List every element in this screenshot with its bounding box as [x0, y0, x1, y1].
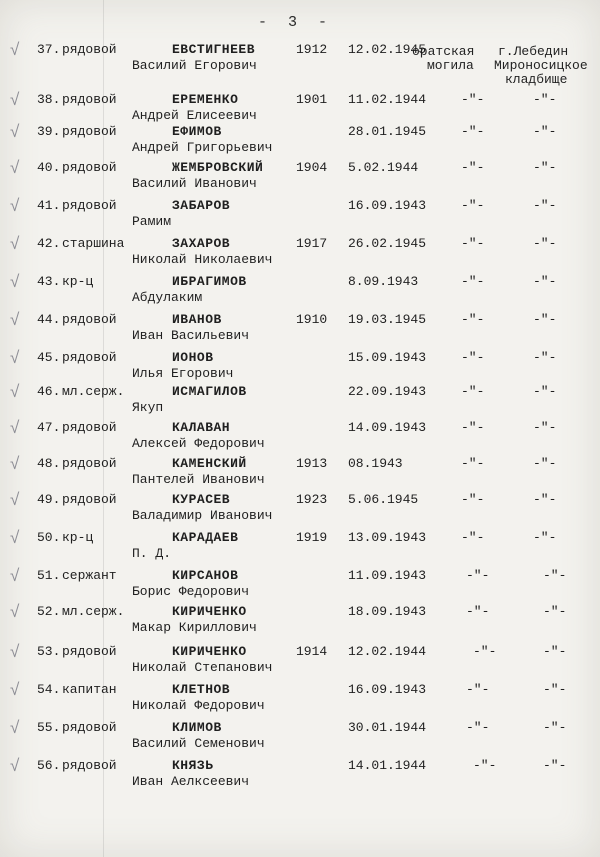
record-place: -"-	[533, 420, 557, 435]
table-row	[0, 604, 600, 642]
record-burial: -"-	[461, 274, 485, 289]
record-rank: рядовой	[62, 350, 117, 365]
record-rank: старшина	[62, 236, 125, 251]
check-mark-icon: √	[10, 528, 20, 548]
record-burial: -"-	[461, 312, 485, 327]
record-rank: рядовой	[62, 492, 117, 507]
record-rank: рядовой	[62, 160, 117, 175]
record-rank: кр-ц	[62, 530, 94, 545]
record-death-date: 16.09.1943	[348, 682, 427, 697]
check-mark-icon: √	[10, 490, 20, 510]
record-place: -"-	[543, 644, 567, 659]
check-mark-icon: √	[10, 40, 20, 60]
record-rank: капитан	[62, 682, 117, 697]
record-rank: рядовой	[62, 720, 117, 735]
record-surname: ЕФИМОВ	[172, 124, 222, 139]
header-burial-line2: могила	[427, 58, 474, 73]
record-burial: -"-	[466, 682, 490, 697]
record-surname: ЕРЕМЕНКО	[172, 92, 239, 107]
record-burial: -"-	[466, 720, 490, 735]
record-death-date: 19.03.1945	[348, 312, 427, 327]
record-death-date: 28.01.1945	[348, 124, 427, 139]
record-given-name: Рамим	[132, 214, 172, 229]
record-rank: рядовой	[62, 644, 117, 659]
record-place: -"-	[533, 274, 557, 289]
record-given-name: Иван Васильевич	[132, 328, 250, 343]
record-death-date: 13.09.1943	[348, 530, 427, 545]
check-mark-icon: √	[10, 756, 20, 776]
table-row	[0, 274, 600, 312]
record-place: -"-	[533, 92, 557, 107]
record-death-date: 08.1943	[348, 456, 403, 471]
record-rank: рядовой	[62, 198, 117, 213]
table-row	[0, 420, 600, 458]
record-given-name: Алексей Федорович	[132, 436, 265, 451]
record-birth-year: 1910	[296, 312, 328, 327]
record-given-name: Абдулаким	[132, 290, 203, 305]
record-place: -"-	[533, 124, 557, 139]
record-burial: -"-	[473, 758, 497, 773]
record-death-date: 16.09.1943	[348, 198, 427, 213]
record-given-name: Макар Кириллович	[132, 620, 257, 635]
record-burial: -"-	[461, 530, 485, 545]
record-rank: кр-ц	[62, 274, 94, 289]
record-death-date: 12.02.1944	[348, 644, 427, 659]
record-rank: рядовой	[62, 456, 117, 471]
record-surname: ЗАХАРОВ	[172, 236, 231, 251]
table-row	[0, 568, 600, 606]
check-mark-icon: √	[10, 418, 20, 438]
record-number: 44.	[37, 312, 61, 327]
record-place: -"-	[533, 456, 557, 471]
record-birth-year: 1914	[296, 644, 328, 659]
record-surname: ЗАБАРОВ	[172, 198, 231, 213]
record-given-name: Василий Иванович	[132, 176, 257, 191]
record-place: -"-	[533, 384, 557, 399]
record-place: -"-	[533, 530, 557, 545]
record-number: 56.	[37, 758, 61, 773]
record-number: 52.	[37, 604, 61, 619]
record-given-name: Василий Семенович	[132, 736, 265, 751]
record-place: -"-	[533, 236, 557, 251]
record-birth-year: 1919	[296, 530, 328, 545]
record-surname: ИСМАГИЛОВ	[172, 384, 247, 399]
record-rank: рядовой	[62, 758, 117, 773]
record-rank: рядовой	[62, 42, 117, 57]
record-given-name: Пантелей Иванович	[132, 472, 265, 487]
record-rank: рядовой	[62, 92, 117, 107]
table-row	[0, 720, 600, 758]
record-death-date: 11.02.1944	[348, 92, 427, 107]
record-number: 49.	[37, 492, 61, 507]
header-place-line2: Мироносицкое	[494, 58, 588, 73]
record-burial: -"-	[461, 92, 485, 107]
record-rank: сержант	[62, 568, 117, 583]
table-row	[0, 350, 600, 388]
record-place: -"-	[533, 492, 557, 507]
table-row	[0, 456, 600, 494]
record-death-date: 14.01.1944	[348, 758, 427, 773]
record-place: -"-	[533, 350, 557, 365]
record-place: -"-	[543, 682, 567, 697]
record-burial: -"-	[461, 198, 485, 213]
check-mark-icon: √	[10, 348, 20, 368]
record-burial: -"-	[466, 568, 490, 583]
record-surname: ИВАНОВ	[172, 312, 222, 327]
record-given-name: Николай Федорович	[132, 698, 265, 713]
record-given-name: Валадимир Иванович	[132, 508, 273, 523]
record-place: -"-	[543, 604, 567, 619]
record-surname: КНЯЗЬ	[172, 758, 214, 773]
record-place: -"-	[543, 720, 567, 735]
record-surname: КЛЕТНОВ	[172, 682, 231, 697]
record-given-name: Николай Степанович	[132, 660, 273, 675]
record-burial: -"-	[461, 160, 485, 175]
record-surname: КАРАДАЕВ	[172, 530, 239, 545]
record-number: 38.	[37, 92, 61, 107]
check-mark-icon: √	[10, 602, 20, 622]
record-number: 54.	[37, 682, 61, 697]
record-birth-year: 1904	[296, 160, 328, 175]
record-burial: -"-	[461, 124, 485, 139]
table-row	[0, 384, 600, 422]
check-mark-icon: √	[10, 718, 20, 738]
record-number: 42.	[37, 236, 61, 251]
record-surname: ИОНОВ	[172, 350, 214, 365]
record-burial: -"-	[461, 456, 485, 471]
record-number: 39.	[37, 124, 61, 139]
record-number: 45.	[37, 350, 61, 365]
record-given-name: Иван Аелксеевич	[132, 774, 250, 789]
record-number: 46.	[37, 384, 61, 399]
table-row	[0, 236, 600, 274]
record-number: 37.	[37, 42, 61, 57]
record-given-name: П. Д.	[132, 546, 172, 561]
record-given-name: Василий Егорович	[132, 58, 257, 73]
record-death-date: 5.02.1944	[348, 160, 419, 175]
table-row	[0, 42, 600, 80]
check-mark-icon: √	[10, 642, 20, 662]
record-death-date: 26.02.1945	[348, 236, 427, 251]
table-row	[0, 312, 600, 350]
table-row	[0, 124, 600, 162]
record-death-date: 14.09.1943	[348, 420, 427, 435]
record-rank: мл.серж.	[62, 604, 125, 619]
record-given-name: Борис Федорович	[132, 584, 250, 599]
record-death-date: 18.09.1943	[348, 604, 427, 619]
table-row	[0, 758, 600, 796]
table-row	[0, 644, 600, 682]
table-row	[0, 530, 600, 568]
record-rank: мл.серж.	[62, 384, 125, 399]
record-burial: -"-	[461, 384, 485, 399]
check-mark-icon: √	[10, 158, 20, 178]
record-surname: ЕВСТИГНЕЕВ	[172, 42, 256, 57]
record-number: 55.	[37, 720, 61, 735]
record-death-date: 11.09.1943	[348, 568, 427, 583]
record-birth-year: 1912	[296, 42, 328, 57]
record-surname: КИРИЧЕНКО	[172, 644, 247, 659]
record-number: 50.	[37, 530, 61, 545]
check-mark-icon: √	[10, 196, 20, 216]
record-surname: КАЛАВАН	[172, 420, 231, 435]
record-place: -"-	[533, 160, 557, 175]
record-rank: рядовой	[62, 420, 117, 435]
check-mark-icon: √	[10, 454, 20, 474]
record-surname: КЛИМОВ	[172, 720, 222, 735]
record-surname: КИРСАНОВ	[172, 568, 239, 583]
record-given-name: Николай Николаевич	[132, 252, 273, 267]
table-row	[0, 198, 600, 236]
record-given-name: Илья Егорович	[132, 366, 234, 381]
record-number: 48.	[37, 456, 61, 471]
record-place: -"-	[543, 758, 567, 773]
table-row	[0, 682, 600, 720]
table-row	[0, 160, 600, 198]
check-mark-icon: √	[10, 122, 20, 142]
record-rank: рядовой	[62, 312, 117, 327]
record-death-date: 30.01.1944	[348, 720, 427, 735]
record-death-date: 8.09.1943	[348, 274, 419, 289]
record-birth-year: 1901	[296, 92, 328, 107]
record-place: -"-	[543, 568, 567, 583]
record-death-date: 22.09.1943	[348, 384, 427, 399]
record-burial: -"-	[461, 236, 485, 251]
page-number: - 3 -	[258, 14, 334, 31]
record-number: 41.	[37, 198, 61, 213]
check-mark-icon: √	[10, 90, 20, 110]
record-death-date: 12.02.1945	[348, 42, 427, 57]
record-burial: -"-	[473, 644, 497, 659]
record-burial: -"-	[461, 492, 485, 507]
record-surname: КУРАСЕВ	[172, 492, 231, 507]
record-birth-year: 1923	[296, 492, 328, 507]
header-place-line1: г.Лебедин	[498, 44, 569, 59]
check-mark-icon: √	[10, 382, 20, 402]
record-birth-year: 1917	[296, 236, 328, 251]
record-burial: -"-	[461, 350, 485, 365]
record-rank: рядовой	[62, 124, 117, 139]
record-number: 40.	[37, 160, 61, 175]
check-mark-icon: √	[10, 566, 20, 586]
check-mark-icon: √	[10, 234, 20, 254]
check-mark-icon: √	[10, 680, 20, 700]
record-number: 51.	[37, 568, 61, 583]
record-burial: -"-	[461, 420, 485, 435]
record-number: 43.	[37, 274, 61, 289]
header-burial-line1: оратская	[412, 44, 475, 59]
record-given-name: Андрей Елисеевич	[132, 108, 257, 123]
record-number: 47.	[37, 420, 61, 435]
record-death-date: 5.06.1945	[348, 492, 419, 507]
record-surname: ИБРАГИМОВ	[172, 274, 247, 289]
page-number-value: 3	[288, 14, 304, 31]
record-number: 53.	[37, 644, 61, 659]
record-burial: -"-	[466, 604, 490, 619]
record-death-date: 15.09.1943	[348, 350, 427, 365]
table-row	[0, 492, 600, 530]
header-place-line3: кладбище	[505, 72, 568, 87]
record-surname: КАМЕНСКИЙ	[172, 456, 247, 471]
record-surname: ЖЕМБРОВСКИЙ	[172, 160, 264, 175]
check-mark-icon: √	[10, 272, 20, 292]
record-place: -"-	[533, 198, 557, 213]
check-mark-icon: √	[10, 310, 20, 330]
record-given-name: Андрей Григорьевич	[132, 140, 273, 155]
record-given-name: Якуп	[132, 400, 164, 415]
record-surname: КИРИЧЕНКО	[172, 604, 247, 619]
record-birth-year: 1913	[296, 456, 328, 471]
record-place: -"-	[533, 312, 557, 327]
